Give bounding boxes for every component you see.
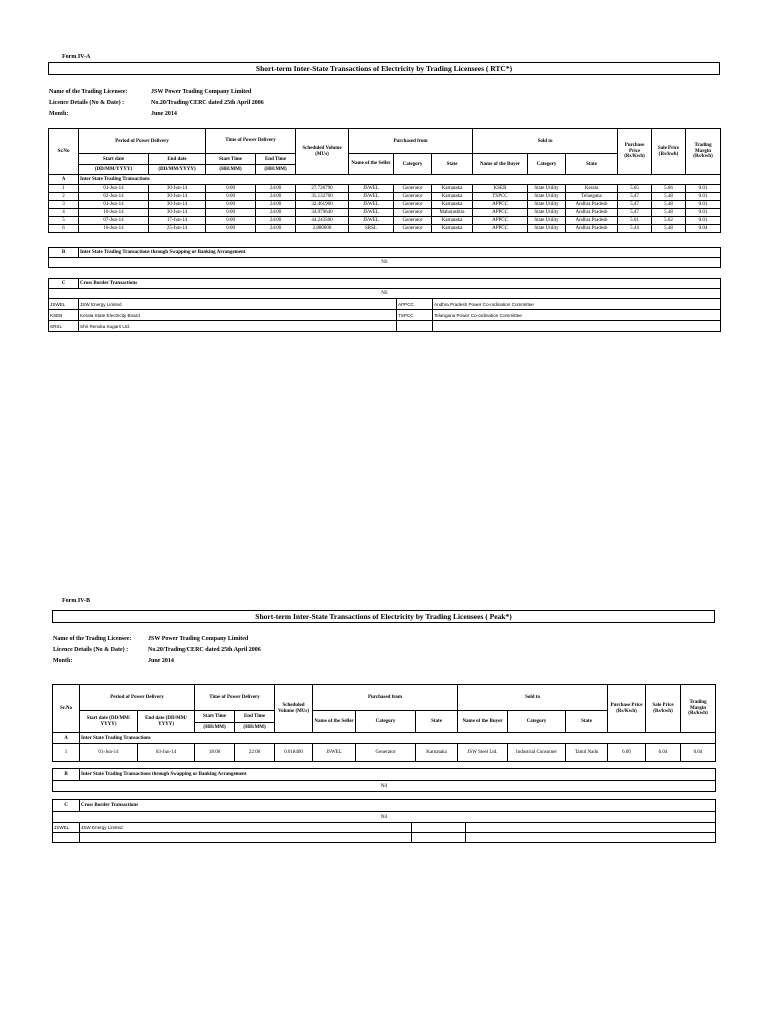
hdr-b-sold: Sold to: [458, 685, 608, 711]
legend-abbreviation: JSWEL: [49, 299, 79, 310]
hdr-b-volume: Scheduled Volume (MUs): [275, 685, 313, 733]
form-b-section-b: [52, 768, 716, 792]
table-cell: 0:00: [206, 225, 256, 233]
legend-row: [53, 833, 716, 843]
legend-row: [49, 299, 721, 310]
hdr-category: Category: [394, 154, 432, 175]
section-c-value-b: Nil: [53, 812, 716, 823]
table-cell: 30-Jun-14: [149, 185, 206, 193]
table-cell: Kerala: [566, 185, 618, 193]
table-cell: 5.48: [652, 201, 686, 209]
month-label-b: Month:: [53, 658, 73, 664]
section-b-value-b: Nil: [53, 781, 716, 792]
table-cell: Maharashtra: [432, 209, 473, 217]
table-cell: 32.461960: [296, 201, 349, 209]
form-a-rows: [49, 185, 721, 233]
hdr-start-date-fmt: (DD/MM/YYYY): [79, 165, 149, 175]
table-cell: Andhra Pradesh: [566, 201, 618, 209]
form-b-section-c: [52, 799, 716, 843]
table-cell: 24:00: [256, 185, 296, 193]
section-a-label-b: Inter State Trading Transactions: [80, 733, 716, 744]
form-a-legend: [49, 299, 721, 332]
table-cell: 27.720790: [296, 185, 349, 193]
section-a-code: A: [49, 175, 79, 185]
table-cell: APPCC: [473, 209, 528, 217]
table-cell: 22:00: [235, 744, 275, 762]
hdr-b-start-time: Start Time: [195, 711, 235, 723]
table-cell: State Utility: [528, 209, 566, 217]
table-cell: State Utility: [528, 193, 566, 201]
form-a-section-b: [48, 247, 721, 268]
legend-abbreviation: JSWEL: [53, 823, 80, 833]
hdr-b-period: Period of Power Delivery: [80, 685, 195, 711]
table-cell: APPCC: [473, 217, 528, 225]
table-cell: 5: [49, 217, 79, 225]
table-cell: 0:00: [206, 201, 256, 209]
hdr-b-end-time-fmt: (HH:MM): [235, 723, 275, 733]
table-cell: 44.243500: [296, 217, 349, 225]
table-cell: 1: [53, 744, 80, 762]
section-c-value: Nil: [49, 289, 721, 299]
hdr-b-category: Category: [356, 711, 416, 733]
legend-description: JSW Energy Limited: [79, 299, 397, 310]
legend-description: Andhra Pradesh Power Co-ordination Committee: [433, 299, 721, 310]
table-row: [49, 225, 721, 233]
table-cell: Andhra Pradesh: [566, 209, 618, 217]
legend-description: [466, 823, 716, 833]
hdr-sale-price: Sale Price (Rs/kwh): [652, 129, 686, 175]
hdr-buyer-category: Category: [528, 154, 566, 175]
table-cell: 0.04: [681, 744, 716, 762]
licence-label: Licence Details (No & Date) :: [49, 100, 125, 106]
table-cell: 0.01: [686, 217, 721, 225]
table-row: [49, 185, 721, 193]
table-cell: 0.01: [686, 185, 721, 193]
table-cell: JSWEL: [349, 193, 394, 201]
table-cell: State Utility: [528, 201, 566, 209]
section-a-label: Inter State Trading Transactions: [79, 175, 721, 185]
table-cell: Tamil Nadu: [566, 744, 608, 762]
legend-empty-cell: [80, 833, 412, 843]
table-cell: JSWEL: [349, 217, 394, 225]
legend-abbreviation: SRSL: [49, 321, 79, 332]
table-cell: 17-Jun-14: [149, 217, 206, 225]
table-cell: 01-Jun-14: [79, 185, 149, 193]
table-cell: 5.66: [652, 185, 686, 193]
legend-row: [53, 823, 716, 833]
form-b-title: Short-term Inter-State Transactions of Electricity by Trading Licensees ( Peak*): [52, 610, 715, 623]
hdr-purchase-price: Purchase Price (Rs/Kwh): [618, 129, 652, 175]
table-cell: SRSL: [349, 225, 394, 233]
table-cell: 0.01: [686, 209, 721, 217]
table-cell: 01-Jun-14: [80, 744, 138, 762]
table-cell: 24:00: [256, 217, 296, 225]
table-cell: Generator: [394, 185, 432, 193]
licensee-value-b: JSW Power Trading Company Limited: [148, 636, 249, 642]
licence-label-b: Licence Details (No & Date) :: [53, 647, 129, 653]
table-cell: 5.44: [618, 225, 652, 233]
table-cell: 5.47: [618, 201, 652, 209]
table-cell: 10-Jun-14: [79, 209, 149, 217]
form-a-title: Short-term Inter-State Transactions of Electricity by Trading Licensees ( RTC*): [48, 62, 720, 75]
table-cell: 6.04: [646, 744, 681, 762]
table-cell: 30-Jun-14: [149, 209, 206, 217]
table-cell: APPCC: [473, 201, 528, 209]
hdr-b-purchased: Purchased from: [313, 685, 458, 711]
hdr-purchased: Purchased from: [349, 129, 473, 154]
hdr-end-date-fmt: (DD/MM/YYYY): [149, 165, 206, 175]
table-cell: KSEB: [473, 185, 528, 193]
table-cell: JSWEL: [349, 185, 394, 193]
hdr-b-time: Time of Power Delivery: [195, 685, 275, 711]
hdr-end-time-fmt: (HH:MM): [256, 165, 296, 175]
section-b-code: B: [49, 248, 79, 258]
hdr-state: State: [432, 154, 473, 175]
table-cell: 0.018400: [275, 744, 313, 762]
hdr-buyer-state: State: [566, 154, 618, 175]
hdr-b-end-date: End date (DD/MM/ YYYY): [138, 711, 195, 733]
table-cell: 4: [49, 209, 79, 217]
legend-empty-cell: [466, 833, 716, 843]
table-cell: Karnataka: [432, 201, 473, 209]
table-cell: Generator: [394, 193, 432, 201]
table-cell: 2.880000: [296, 225, 349, 233]
licensee-label-b: Name of the Trading Licensee:: [53, 636, 132, 642]
table-cell: 3: [49, 201, 79, 209]
table-cell: TSPCC: [473, 193, 528, 201]
legend-description: [433, 321, 721, 332]
form-b-label: Form IV-B: [62, 598, 91, 604]
form-b-meta: [53, 634, 261, 667]
table-row: [49, 217, 721, 225]
form-a-table: [48, 128, 721, 233]
hdr-b-seller: Name of the Seller: [313, 711, 356, 733]
legend-description: JSW Energy Limited: [80, 823, 412, 833]
hdr-start-time-fmt: (HH:MM): [206, 165, 256, 175]
table-cell: 5.65: [618, 185, 652, 193]
table-cell: 5.48: [652, 193, 686, 201]
legend-description: Shri Renuka Sugars Ltd.: [79, 321, 397, 332]
section-c-code-b: C: [53, 800, 80, 812]
legend-abbreviation: APPCC: [397, 299, 433, 310]
hdr-time: Time of Power Delivery: [206, 129, 296, 154]
table-cell: JSWEL: [313, 744, 356, 762]
hdr-seller: Name of the Seller: [349, 154, 394, 175]
table-cell: State Utility: [528, 225, 566, 233]
table-cell: Karnataka: [416, 744, 458, 762]
table-cell: Karnataka: [432, 185, 473, 193]
licensee-label: Name of the Trading Licensee:: [49, 89, 128, 95]
hdr-margin: Trading Margin (Rs/kwh): [686, 129, 721, 175]
table-cell: 0.04: [686, 225, 721, 233]
section-c-code: C: [49, 279, 79, 289]
section-c-label-b: Cross Border Transactions: [80, 800, 716, 812]
table-row: [49, 193, 721, 201]
table-cell: Karnataka: [432, 225, 473, 233]
hdr-b-start-date: Start date (DD/MM/ YYYY): [80, 711, 138, 733]
hdr-b-sale-price: Sale Price (Rs/kwh): [646, 685, 681, 733]
form-a-label: Form IV-A: [62, 54, 91, 60]
table-cell: 35.132760: [296, 193, 349, 201]
table-cell: 2: [49, 193, 79, 201]
table-row: [53, 744, 716, 762]
table-cell: 0:00: [206, 193, 256, 201]
table-row: [49, 201, 721, 209]
legend-abbreviation: [397, 321, 433, 332]
hdr-start-time: Start Time: [206, 154, 256, 165]
hdr-end-date: End date: [149, 154, 206, 165]
table-cell: 5.02: [652, 217, 686, 225]
table-cell: 30-Jun-14: [149, 193, 206, 201]
section-b-label: Inter State Trading Transactions through Swapping or Banking Arrangement: [79, 248, 721, 258]
table-cell: 0:00: [206, 217, 256, 225]
hdr-srno: Sr.No: [49, 129, 79, 175]
table-cell: 0.01: [686, 201, 721, 209]
section-a-code-b: A: [53, 733, 80, 744]
hdr-b-srno: Sr.No: [53, 685, 80, 733]
table-cell: 0.01: [686, 193, 721, 201]
table-cell: 5.47: [618, 209, 652, 217]
table-cell: 5.48: [652, 209, 686, 217]
hdr-end-time: End Time: [256, 154, 296, 165]
hdr-b-buyer-category: Category: [508, 711, 566, 733]
table-cell: 01-Jun-14: [79, 201, 149, 209]
legend-abbreviation: TSPCC: [397, 310, 433, 321]
table-cell: 0:00: [206, 209, 256, 217]
hdr-b-purchase-price: Purchase Price (Rs/Kwh): [608, 685, 646, 733]
legend-empty-cell: [53, 833, 80, 843]
section-b-label-b: Inter State Trading Transactions through Swapping or Banking Arrangement: [80, 769, 716, 781]
table-cell: Industrial Consumer: [508, 744, 566, 762]
table-cell: Karnataka: [432, 193, 473, 201]
table-cell: 30-Jun-14: [149, 201, 206, 209]
table-cell: JSW Steel Ltd.: [458, 744, 508, 762]
form-b-table: [52, 684, 716, 762]
section-b-code-b: B: [53, 769, 80, 781]
table-cell: Generator: [394, 201, 432, 209]
table-cell: 03-Jun-14: [138, 744, 195, 762]
table-cell: Generator: [394, 217, 432, 225]
table-cell: Generator: [394, 209, 432, 217]
legend-description: Telangana Power Co-ordination Committee: [433, 310, 721, 321]
form-a-meta: [49, 87, 264, 120]
hdr-b-buyer-state: State: [566, 711, 608, 733]
legend-description: Kerala State Electricity Board: [79, 310, 397, 321]
hdr-b-state: State: [416, 711, 458, 733]
table-cell: 16-Jun-14: [79, 225, 149, 233]
table-cell: 07-Jun-14: [79, 217, 149, 225]
table-cell: 24:00: [256, 225, 296, 233]
table-cell: 5.47: [618, 193, 652, 201]
table-cell: Telangana: [566, 193, 618, 201]
table-cell: State Utility: [528, 217, 566, 225]
table-cell: 02-Jun-14: [79, 193, 149, 201]
hdr-b-margin: Trading Margin (Rs/kwh): [681, 685, 716, 733]
hdr-volume: Scheduled Volume (MUs): [296, 129, 349, 175]
table-row: [49, 209, 721, 217]
hdr-b-buyer: Name of the Buyer: [458, 711, 508, 733]
table-cell: 5.48: [652, 225, 686, 233]
form-a-section-c: [48, 278, 721, 332]
legend-row: [49, 310, 721, 321]
table-cell: Andhra Pradesh: [566, 225, 618, 233]
table-cell: State Utility: [528, 185, 566, 193]
section-c-label: Cross Border Transactions: [79, 279, 721, 289]
table-cell: 34.979640: [296, 209, 349, 217]
legend-empty-cell: [412, 833, 466, 843]
table-cell: 24:00: [256, 209, 296, 217]
licence-value-b: No.20/Trading/CERC dated 25th April 2006: [148, 647, 261, 653]
table-cell: Generator: [356, 744, 416, 762]
table-cell: 24:00: [256, 193, 296, 201]
table-cell: Karnataka: [432, 217, 473, 225]
licensee-value: JSW Power Trading Company Limited: [151, 89, 252, 95]
table-cell: Generator: [394, 225, 432, 233]
table-cell: APPCC: [473, 225, 528, 233]
month-label: Month:: [49, 111, 69, 117]
table-cell: 0:00: [206, 185, 256, 193]
hdr-period: Period of Power Delivery: [79, 129, 206, 154]
table-cell: 6: [49, 225, 79, 233]
hdr-b-start-time-fmt: (HH:MM): [195, 723, 235, 733]
form-b-legend: [53, 823, 716, 843]
table-cell: 6.00: [608, 744, 646, 762]
section-b-value: Nil: [49, 258, 721, 268]
legend-row: [49, 321, 721, 332]
hdr-start-date: Start date: [79, 154, 149, 165]
table-cell: JSWEL: [349, 209, 394, 217]
table-cell: 18:00: [195, 744, 235, 762]
hdr-buyer: Name of the Buyer: [473, 154, 528, 175]
table-cell: 1: [49, 185, 79, 193]
hdr-b-end-time: End Time: [235, 711, 275, 723]
legend-abbreviation: [412, 823, 466, 833]
table-cell: 5.01: [618, 217, 652, 225]
table-cell: JSWEL: [349, 201, 394, 209]
month-value-b: June 2014: [148, 658, 174, 664]
legend-abbreviation: KSEB: [49, 310, 79, 321]
hdr-sold: Sold to: [473, 129, 618, 154]
form-b-rows: [53, 744, 716, 762]
table-cell: Andhra Pradesh: [566, 217, 618, 225]
table-cell: 25-Jun-14: [149, 225, 206, 233]
table-cell: 24:00: [256, 201, 296, 209]
licence-value: No.20/Trading/CERC dated 25th April 2006: [151, 100, 264, 106]
month-value: June 2014: [151, 111, 177, 117]
